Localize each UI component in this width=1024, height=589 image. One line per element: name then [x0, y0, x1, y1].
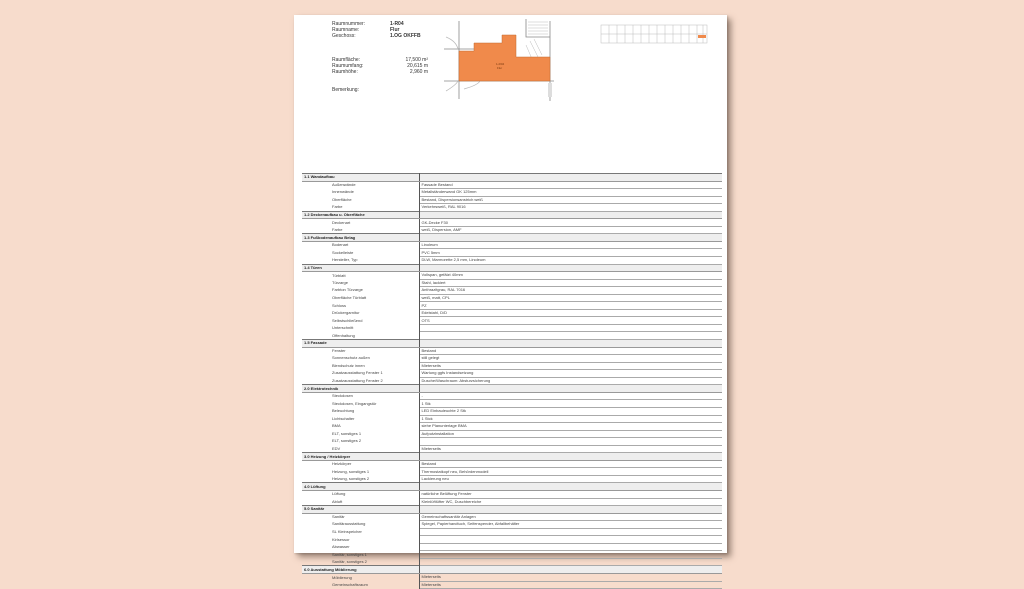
table-row: [302, 226, 722, 234]
section-header-row: [302, 264, 722, 272]
row-value: Vollspan, gefälzt 40mm: [419, 272, 722, 280]
row-value: Stahl, lackiert: [419, 279, 722, 287]
row-label: Unterschnitt: [302, 324, 419, 332]
row-label: Farbton Türzarge: [302, 287, 419, 295]
row-label: Selbstschließend: [302, 317, 419, 325]
row-label: Sanitär: [302, 513, 419, 521]
row-value: 1 Stk: [419, 400, 722, 408]
section-title: 1.1 Wandaufbau: [302, 174, 419, 182]
table-row: [302, 521, 722, 529]
section-header-row: [302, 566, 722, 574]
row-label: Heizung, sonstiges 2: [302, 475, 419, 483]
table-row: [302, 536, 722, 544]
overview-room-highlight: [698, 35, 706, 38]
floor-label: Geschoss:: [332, 33, 356, 39]
row-label: Offenhaltung: [302, 332, 419, 340]
room-name-value: Flur: [390, 27, 400, 33]
section-header-row: [302, 483, 722, 491]
row-value: [419, 543, 722, 551]
row-value: Kleinlüftlüfter WC, Duschbereiche: [419, 498, 722, 506]
row-label: Sanitär, sonstiges 2: [302, 558, 419, 566]
section-header-row: [302, 211, 722, 219]
table-row: [302, 241, 722, 249]
row-value: 1 Stck: [419, 415, 722, 423]
row-value: OTS: [419, 317, 722, 325]
table-row: [302, 490, 722, 498]
table-row: [302, 392, 722, 400]
section-title: 3.0 Heizung / Heizkörper: [302, 453, 419, 461]
table-row: [302, 181, 722, 189]
section-value-cell: [419, 385, 722, 393]
table-row: [302, 309, 722, 317]
room-name-label: Raumname:: [332, 27, 360, 33]
row-label: Drückergarnitur: [302, 309, 419, 317]
section-title: 4.0 Lüftung: [302, 483, 419, 491]
row-value: Metallständerwand GK 125mm: [419, 189, 722, 197]
row-label: Möblierung: [302, 573, 419, 581]
row-value: [419, 332, 722, 340]
row-value: [419, 324, 722, 332]
row-value: Bestand: [419, 347, 722, 355]
row-label: Deckenart: [302, 219, 419, 227]
row-value: [419, 528, 722, 536]
table-row: [302, 317, 722, 325]
table-row: [302, 196, 722, 204]
section-value-cell: [419, 234, 722, 242]
row-label: Lüftung: [302, 490, 419, 498]
section-title: 1.2 Deckenaufbau u. Oberfläche: [302, 211, 419, 219]
row-value: Verkehrsweiß, RAL 9016: [419, 204, 722, 212]
section-value-cell: [419, 566, 722, 574]
table-row: [302, 528, 722, 536]
section-header-row: [302, 385, 722, 393]
table-row: [302, 362, 722, 370]
table-row: [302, 468, 722, 476]
area-label: Raumfläche:: [332, 57, 361, 63]
table-row: [302, 204, 722, 212]
table-row: [302, 438, 722, 446]
section-header-row: [302, 174, 722, 182]
row-value: Anthrazitgrau, RAL 7016: [419, 287, 722, 295]
table-row: [302, 400, 722, 408]
row-label: Sonnenschutz außen: [302, 355, 419, 363]
row-label: Sanitär, sonstiges 1: [302, 551, 419, 559]
remark: [332, 87, 390, 93]
row-label: Kirlsessor: [302, 536, 419, 544]
row-value: PZ: [419, 302, 722, 310]
table-row: [302, 513, 722, 521]
row-value: Bestand: [419, 460, 722, 468]
height-label: Raumhöhe:: [332, 69, 358, 75]
table-row: [302, 257, 722, 265]
section-title: 1.3 Fußbodenaufbau Belag: [302, 234, 419, 242]
section-value-cell: [419, 483, 722, 491]
section-value-cell: [419, 506, 722, 514]
row-value: [419, 438, 722, 446]
table-row: [302, 551, 722, 559]
row-value: Spiegel, Papierhandtuch, Seifenspender, Abfallbehälter: [419, 521, 722, 529]
row-value: Mieterseits: [419, 445, 722, 453]
table-row: [302, 249, 722, 257]
row-label: Schloss: [302, 302, 419, 310]
section-header-row: [302, 453, 722, 461]
row-label: BMA: [302, 423, 419, 431]
section-header-row: [302, 506, 722, 514]
table-row: [302, 355, 722, 363]
table-row: [302, 294, 722, 302]
table-row: [302, 460, 722, 468]
row-label: ELT, sonstiges 2: [302, 438, 419, 446]
row-value: Dusche/Waschraum: Absturzsicherung: [419, 377, 722, 385]
row-label: Abluft: [302, 498, 419, 506]
row-label: Steckdosen: [302, 392, 419, 400]
room-number-value: 1-R04: [390, 21, 404, 27]
table-row: [302, 498, 722, 506]
table-row: [302, 219, 722, 227]
document-page: [294, 15, 727, 587]
table-row: [302, 287, 722, 295]
room-measurements: [332, 57, 428, 75]
row-label: Gemeinschaftsraum: [302, 581, 419, 589]
perimeter-value: 20,615 m: [407, 63, 428, 69]
section-value-cell: [419, 211, 722, 219]
row-value: [419, 551, 722, 559]
table-row: [302, 430, 722, 438]
table-row: [302, 189, 722, 197]
row-value: Mieterseits: [419, 581, 722, 589]
plan-room-label: 1-R04: [496, 62, 505, 66]
row-label: Heizung, sonstiges 1: [302, 468, 419, 476]
row-value: Linoleum: [419, 241, 722, 249]
room-highlight: [459, 35, 550, 81]
row-value: GK-Decke F30: [419, 219, 722, 227]
row-label: Hersteller, Typ: [302, 257, 419, 265]
row-value: Lackierung neu: [419, 475, 722, 483]
section-title: 1.5 Fassade: [302, 340, 419, 348]
row-label: Sanitärausstattung: [302, 521, 419, 529]
room-number-label: Raumnummer:: [332, 21, 366, 27]
row-label: Oberfläche: [302, 196, 419, 204]
height-value: 2,960 m: [409, 69, 428, 75]
row-label: ELT, sonstiges 1: [302, 430, 419, 438]
section-value-cell: [419, 340, 722, 348]
section-title: 5.0 Sanitär: [302, 506, 419, 514]
table-row: [302, 543, 722, 551]
row-value: DLW, Marmorette 2,5 mm, Linoleum: [419, 257, 722, 265]
row-label: Beleuchtung: [302, 407, 419, 415]
section-title: 1.4 Türen: [302, 264, 419, 272]
floorplan-image: [444, 19, 564, 101]
row-value: Edelstahl, D/D: [419, 309, 722, 317]
row-label: EDV: [302, 445, 419, 453]
table-row: [302, 558, 722, 566]
row-value: Thermostatkopf neu, Behördenmodell: [419, 468, 722, 476]
row-label: Innenwände: [302, 189, 419, 197]
section-value-cell: [419, 264, 722, 272]
table-row: [302, 279, 722, 287]
row-label: Sockelleiste: [302, 249, 419, 257]
perimeter-label: Raumumfang:: [332, 63, 364, 69]
row-label: Außenwände: [302, 181, 419, 189]
row-value: Bestand, Dispersionsanstrich weiß: [419, 196, 722, 204]
table-row: [302, 423, 722, 431]
row-label: Zusatzausstattung Fenster 1: [302, 370, 419, 378]
area-value: 17,500 m²: [405, 57, 428, 63]
row-label: Abwasser: [302, 543, 419, 551]
room-info: [332, 21, 421, 39]
row-value: still gelegt: [419, 355, 722, 363]
row-label: Bodenart: [302, 241, 419, 249]
row-label: Zusatzausstattung Fenster 2: [302, 377, 419, 385]
row-label: Farbe: [302, 204, 419, 212]
table-row: [302, 415, 722, 423]
row-label: SL Kleinspeicher: [302, 528, 419, 536]
row-value: Wartung ggfs Instandsetzung: [419, 370, 722, 378]
table-row: [302, 272, 722, 280]
row-label: Türzarge: [302, 279, 419, 287]
row-label: Fenster: [302, 347, 419, 355]
row-value: PVC 5mm: [419, 249, 722, 257]
row-value: natürliche Belüftung Fenster: [419, 490, 722, 498]
section-value-cell: [419, 453, 722, 461]
table-row: [302, 332, 722, 340]
table-row: [302, 573, 722, 581]
section-header-row: [302, 234, 722, 242]
section-value-cell: [419, 174, 722, 182]
section-title: 6.0 Ausstattung Möblierung: [302, 566, 419, 574]
table-row: [302, 324, 722, 332]
row-value: [419, 536, 722, 544]
row-value: weiß, matt, CPL: [419, 294, 722, 302]
row-value: -: [419, 392, 722, 400]
table-row: [302, 377, 722, 385]
table-row: [302, 475, 722, 483]
row-label: Blendschutz innen: [302, 362, 419, 370]
row-label: Oberfläche Türblatt: [302, 294, 419, 302]
row-value: Fassade Bestand: [419, 181, 722, 189]
remark-label: Bemerkung:: [332, 87, 359, 93]
row-value: Mieterseits: [419, 362, 722, 370]
building-overview-thumbnail: [600, 23, 710, 45]
section-header-row: [302, 340, 722, 348]
row-value: LED Einbauleuchte 2 Stk: [419, 407, 722, 415]
table-row: [302, 302, 722, 310]
plan-room-name: Flur: [497, 66, 503, 70]
table-row: [302, 445, 722, 453]
table-row: [302, 347, 722, 355]
floor-value: 1.OG OKFFB: [390, 33, 421, 39]
row-value: Gemeinschaftssanitär Anlagen: [419, 513, 722, 521]
row-label: Türblatt: [302, 272, 419, 280]
row-label: Heizkörper: [302, 460, 419, 468]
row-value: Aufputzinstallation: [419, 430, 722, 438]
row-value: Mieterseits: [419, 573, 722, 581]
table-row: [302, 581, 722, 589]
row-value: [419, 558, 722, 566]
row-value: siehe Planunterlage BMA: [419, 423, 722, 431]
row-label: Farbe: [302, 226, 419, 234]
row-label: Steckdosen, Eingangstür: [302, 400, 419, 408]
table-row: [302, 370, 722, 378]
section-title: 2.0 Elektrotechnik: [302, 385, 419, 393]
row-label: Lichtschalter: [302, 415, 419, 423]
spec-table: [302, 173, 722, 589]
row-value: weiß, Dispersion, AMF: [419, 226, 722, 234]
table-row: [302, 407, 722, 415]
